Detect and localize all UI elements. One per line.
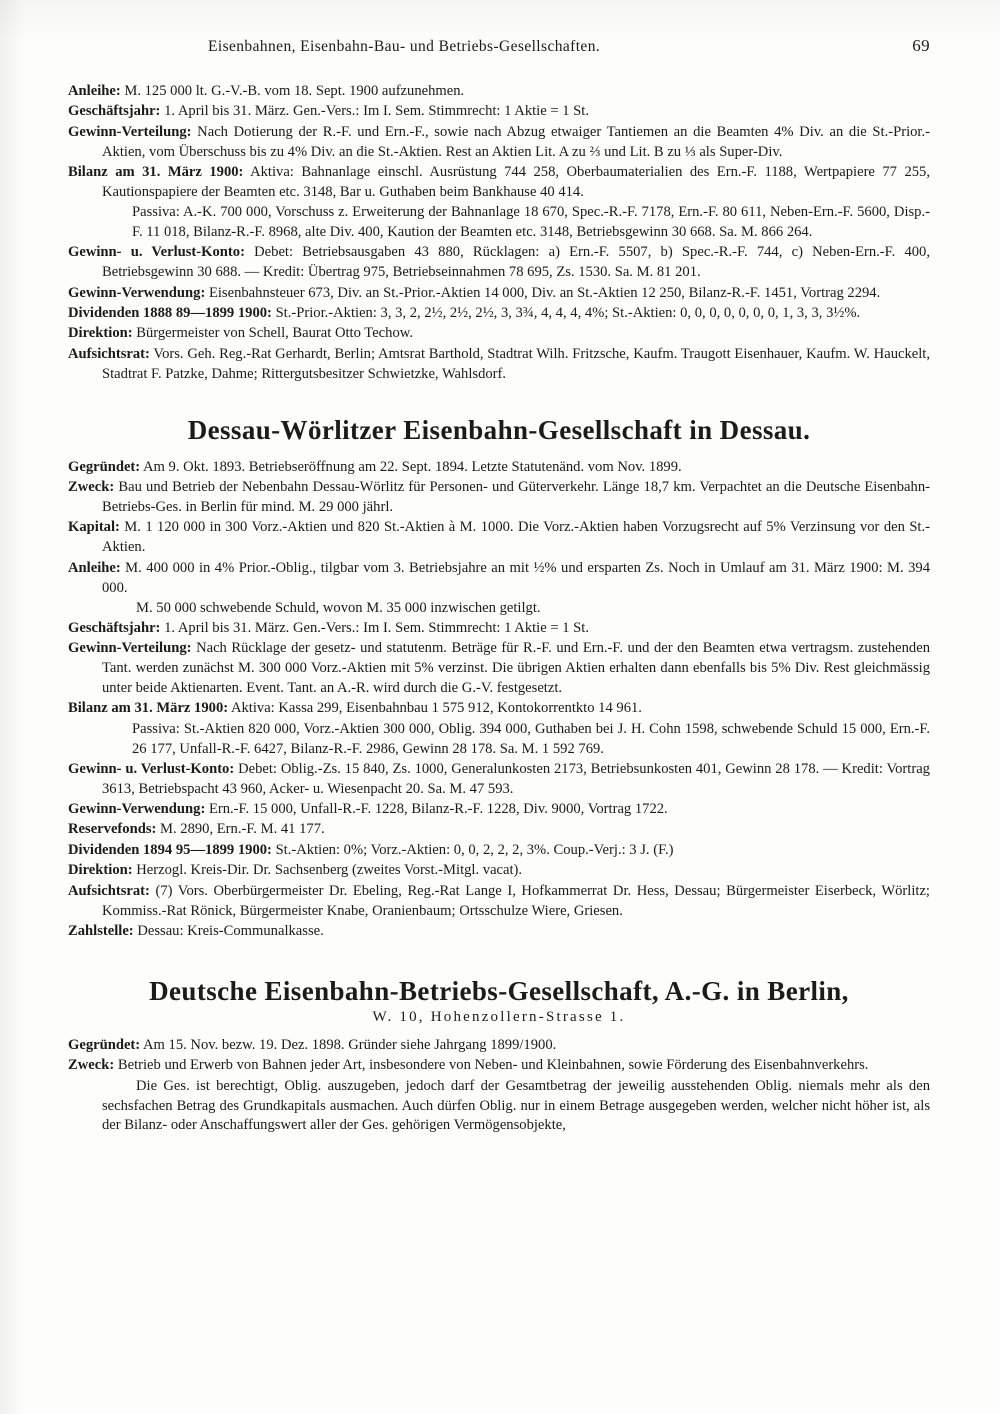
entry-bilanz-2 [68,699,930,719]
entry-text: Aktiva: Kassa 299, Eisenbahnbau 1 575 912, Kontokorrentkto 14 961. [228,700,642,717]
entry-label: Aufsichtsrat: [68,882,150,899]
paragraph [68,619,930,639]
entry-text: Ern.-F. 15 000, Unfall-R.-F. 1228, Bilanz-R.-F. 1228, Div. 9000, Vortrag 1722. [205,801,668,817]
paragraph [68,478,930,518]
paragraph [68,639,930,699]
paragraph [68,102,930,122]
entry-label: Geschäftsjahr: [68,619,161,636]
entry-label: Zweck: [68,479,115,495]
entry-text: Am 9. Okt. 1893. Betriebseröffnung am 22. Sept. 1894. Letzte Statutenänd. vom Nov. 1899. [140,458,682,475]
entry-bilanz [68,163,930,203]
entry-dividenden-2 [68,841,930,861]
paragraph [68,760,930,800]
running-head-title: Eisenbahnen, Eisenbahn-Bau- und Betriebs-Gesellschaften. [208,38,601,55]
entry-gegruendet [68,458,930,478]
entry-passiva-2: Passiva: St.-Aktien 820 000, Vorz.-Aktien 300 000, Oblig. 394 000, Guthaben bei J. H. Cohn 1598, schwebende Schuld 15 000, Ern.-F. 26 177, Unfall-R.-F. 6427, Bilanz-R.-F. 2986, Gewinn 28 178. Sa. M. 1 592 769. [132,720,930,757]
entry-label: Direktion: [68,325,133,342]
paragraph [68,800,930,820]
entry-aufsichtsrat-2 [68,882,930,922]
entry-text: Herzogl. Kreis-Dir. Dr. Sachsenberg (zweites Vorst.-Mitgl. vacat). [132,862,523,879]
entry-direktion-2 [68,861,930,881]
paragraph [68,82,930,102]
entry-direktion [68,324,930,344]
paragraph [68,1036,930,1056]
entry-text: Eisenbahnsteuer 673, Div. an St.-Prior.-Aktien 14 000, Div. an St.-Aktien 12 250, Bilanz-R.-F. 1451, Vortrag 2294. [205,284,881,301]
entry-gewinn-verlust-konto [68,243,930,283]
entry-passiva: Passiva: A.-K. 700 000, Vorschuss z. Erweiterung der Bahnanlage 18 670, Spec.-R.-F. 7178, Ern.-F. 80 611, Neben-Ern.-F. 5600, Disp.-F. 11 018, Bilanz-R.-F. 8968, alte Div. 400, Kaution der Beamten etc. 3148, Betriebsgewinn 30 668. Sa. M. 866 264. [132,204,930,241]
entry-label: Bilanz am 31. März 1900: [68,700,229,717]
entry-text: Debet: Betriebsausgaben 43 880, Rücklagen: a) Ern.-F. 5507, b) Spec.-R.-F. 744, c) Neben-Ern.-F. 400, Betriebsgewinn 30 688. — Kredit: Übertrag 975, Betriebseinnahmen 78 695, Zs. 1530. Sa. M. 81 201. [102,244,930,281]
paragraph [68,699,930,719]
entry-label: Gewinn-Verwendung: [68,801,206,817]
entry-text: Debet: Oblig.-Zs. 15 840, Zs. 1000, Generalunkosten 2173, Betriebsunkosten 401, Gewinn 28 178. — Kredit: Vortrag 3613, Betriebspacht 43 960, Acker- u. Wiesenpacht 20. Sa. M. 47 593. [102,760,930,797]
paragraph [68,123,930,163]
entry-text: St.-Aktien: 0%; Vorz.-Aktien: 0, 0, 2, 2, 2, 3%. Coup.-Verj.: 3 J. (F.) [271,841,674,858]
entry-label: Reservefonds: [68,821,157,838]
entry-label: Gegründet: [68,458,141,475]
entry-text: Bau und Betrieb der Nebenbahn Dessau-Wörlitz für Personen- und Güterverkehr. Länge 18,7 km. Verpachtet an die Deutsche Eisenbahn-Betriebs-Ges. in Berlin für mind. M. 29 000 jährl. [102,479,930,515]
entry-gewinn-verwendung [68,284,930,304]
entry-label: Aufsichtsrat: [68,345,150,362]
entry-text: Bürgermeister von Schell, Baurat Otto Techow. [132,325,413,342]
entry-gewinn-verlust-konto-2 [68,760,930,800]
entry-text: Dessau: Kreis-Communalkasse. [133,922,324,939]
entry-text: Vors. Geh. Reg.-Rat Gerhardt, Berlin; Amtsrat Barthold, Stadtrat Wilh. Fritzsche, Kaufm. Traugott Eisenhauer, Kaufm. W. Hauckelt, Stadtrat F. Patzke, Dahme; Rittergutsbesitzer Schwietzke, Wahlsdorf. [102,345,930,382]
company-heading-deutsche: Deutsche Eisenbahn-Betriebs-Gesellschaft, A.-G. in Berlin, [149,975,849,1006]
entry-label: Dividenden 1894 95—1899 1900: [68,841,272,858]
entry-aufsichtsrat [68,345,930,385]
entry-label: Gewinn- u. Verlust-Konto: [68,244,245,261]
paragraph [68,841,930,861]
paragraph [68,458,930,478]
entry-label: Gewinn-Verteilung: [68,123,192,140]
entry-label: Zahlstelle: [68,922,134,939]
paragraph [68,1056,930,1076]
paragraph [68,820,930,840]
entry-geschaeftsjahr [68,102,930,122]
entry-label: Gewinn-Verteilung: [68,640,192,657]
page-number: 69 [912,36,930,55]
entry-gewinn-verteilung [68,123,930,163]
paragraph [68,345,930,385]
paragraph [68,518,930,558]
company-heading-dessau: Dessau-Wörlitzer Eisenbahn-Gesellschaft in Dessau. [187,414,811,445]
paragraph [68,861,930,881]
entry-text: 1. April bis 31. März. Gen.-Vers.: Im I. Sem. Stimmrecht: 1 Aktie = 1 St. [160,103,589,120]
entry-text: Aktiva: Bahnanlage einschl. Ausrüstung 744 258, Oberbaumaterialien des Ern.-F. 1188, Wertpapiere 77 255, Kautionspapiere der Beamten etc. 3148, Bar u. Guthaben beim Bankhause 40 414. [102,164,930,201]
entry-text: M. 400 000 in 4% Prior.-Oblig., tilgbar vom 3. Betriebsjahre an mit ½% und ersparten Zs. Noch in Umlauf am 31. März 1900: M. 394 000. [102,559,930,596]
paragraph [68,922,930,942]
entry-gewinn-verteilung-2 [68,639,930,699]
paragraph [68,284,930,304]
entry-label: Gegründet: [68,1036,141,1053]
entry-label: Direktion: [68,862,133,879]
paragraph [68,304,930,324]
entry-text: M. 2890, Ern.-F. M. 41 177. [156,821,325,838]
entry-label: Kapital: [68,519,120,536]
entry-text: St.-Prior.-Aktien: 3, 3, 2, 2½, 2½, 2½, 3, 3¾, 4, 4, 4, 4%; St.-Aktien: 0, 0, 0, 0, 0, 0, 0, 1, 3, 3, 3½%. [271,304,861,321]
paragraph [68,324,930,344]
entry-zweck-3 [68,1056,930,1076]
entry-text: M. 1 120 000 in 300 Vorz.-Aktien und 820 St.-Aktien à M. 1000. Die Vorz.-Aktien haben Vorzugsrecht auf 5% Verzinsung vor den St.-Aktien. [102,519,930,556]
entry-gewinn-verwendung-2 [68,800,930,820]
entry-anleihe-2 [68,559,930,599]
entry-geschaeftsjahr-2 [68,619,930,639]
paragraph [68,882,930,922]
entry-reservefonds [68,820,930,840]
entry-label: Gewinn-Verwendung: [68,284,206,301]
entry-label: Anleihe: [68,559,121,576]
entry-gegruendet-3 [68,1036,930,1056]
entry-label: Zweck: [68,1057,115,1074]
entry-schwebende-schuld: M. 50 000 schwebende Schuld, wovon M. 35 000 inzwischen getilgt. [136,599,541,616]
entry-text: Betrieb und Erwerb von Bahnen jeder Art, insbesondere von Neben- und Kleinbahnen, sowie Förderung des Eisenbahnverkehrs. [114,1057,869,1074]
entry-zahlstelle [68,922,930,942]
entry-text: (7) Vors. Oberbürgermeister Dr. Ebeling, Reg.-Rat Lange I, Hofkammerrat Dr. Hess, Dessau; Bürgermeister Eiserbeck, Wörlitz; Kommiss.-Rat Rönick, Bürgermeister Knabe, Oranienbaum; Ortsschulze Wiere, Griesen. [102,882,930,919]
entry-anleihe [68,82,930,102]
entry-oblig-paragraph: Die Ges. ist berechtigt, Oblig. auszugeben, jedoch darf der Gesamtbetrag der jeweilig ausstehenden Oblig. niemals mehr als den sechsfachen Betrag des Grundkapitals ausmachen. Auch dürfen Oblig. nur in einem Betrage ausgegeben werden, welcher nicht höher ist, als der Bilanz- oder Anschaffungswert aller der Ges. gehörigen Vermögensobjekte, [102,1077,930,1134]
entry-text: Am 15. Nov. bezw. 19. Dez. 1898. Gründer siehe Jahrgang 1899/1900. [140,1036,557,1053]
entry-kapital [68,518,930,558]
page-content [68,36,930,1136]
paragraph [68,243,930,283]
paragraph [68,163,930,203]
entry-text: M. 125 000 lt. G.-V.-B. vom 18. Sept. 1900 aufzunehmen. [120,83,465,99]
running-head [68,36,930,56]
entry-label: Gewinn- u. Verlust-Konto: [68,760,235,777]
entry-label: Geschäftsjahr: [68,103,161,120]
entry-label: Anleihe: [68,83,121,99]
entry-text: 1. April bis 31. März. Gen.-Vers.: Im I. Sem. Stimmrecht: 1 Aktie = 1 St. [160,619,589,636]
entry-text: Nach Rücklage der gesetz- und statutenm. Beträge für R.-F. und Ern.-F. und der den Beamten etwa vertragsm. zustehenden Tant. werden zunächst M. 300 000 Vorz.-Aktien mit 5% verzinst. Die übrigen Aktien erhalten dann ebenfalls bis 5% Div. Rest gleichmässig unter beide Aktienarten. Event. Tant. an A.-R. wird durch die G.-V. festgesetzt. [102,640,930,697]
paragraph [68,559,930,599]
entry-label: Dividenden 1888 89—1899 1900: [68,304,272,321]
entry-text: Nach Dotierung der R.-F. und Ern.-F., sowie nach Abzug etwaiger Tantiemen an die Beamten 4% Div. an die St.-Prior.-Aktien, vom Überschuss bis zu 4% Div. an die St.-Aktien. Rest an Aktien Lit. A zu ⅔ und Lit. B zu ⅓ als Super-Div. [102,123,930,160]
entry-label: Bilanz am 31. März 1900: [68,164,244,181]
entry-zweck [68,478,930,518]
entry-dividenden [68,304,930,324]
company-address: W. 10, Hohenzollern-Strasse 1. [372,1008,626,1025]
